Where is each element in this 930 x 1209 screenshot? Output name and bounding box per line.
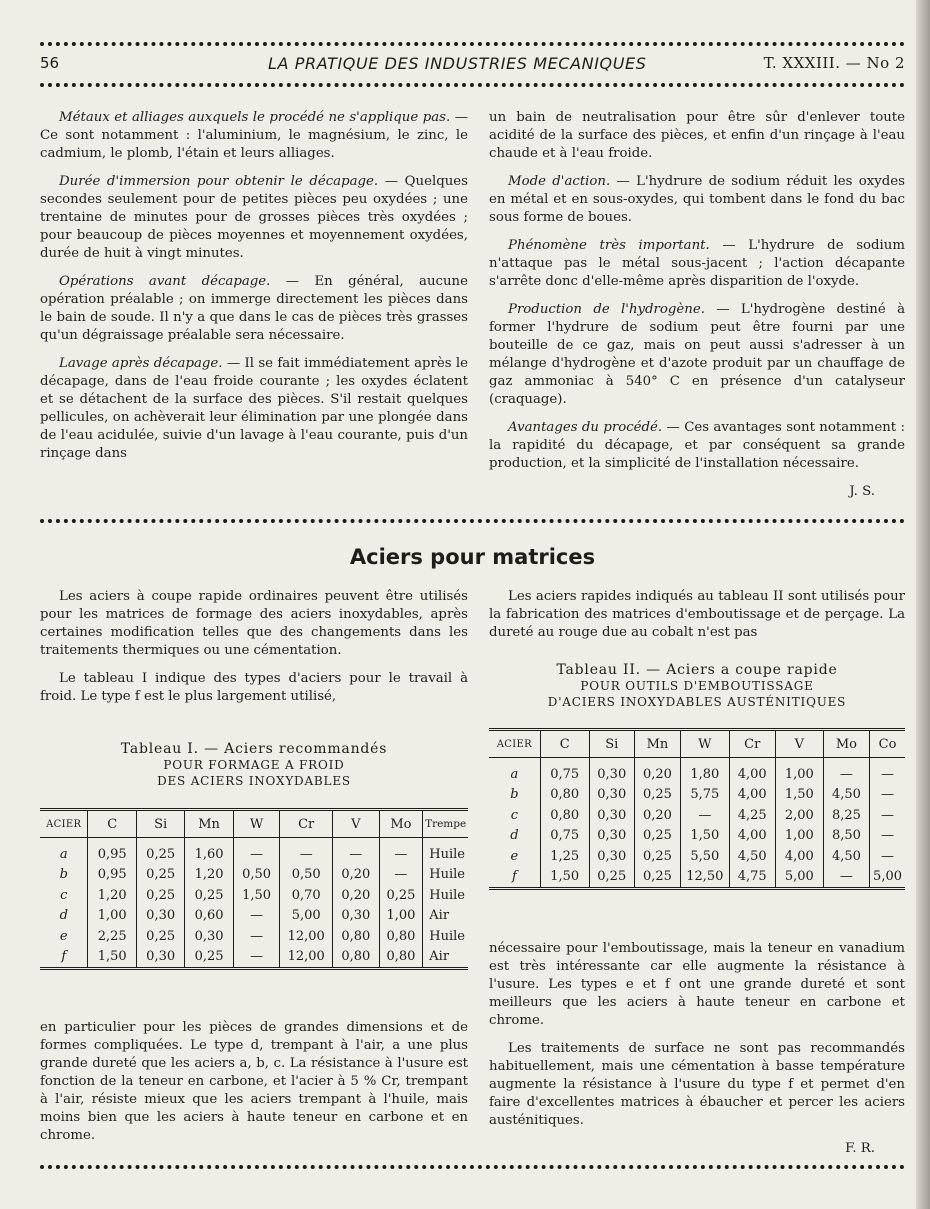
table-cell: 0,25: [136, 926, 184, 947]
column-header: W: [681, 730, 730, 758]
paragraph-text: — En général, aucune opération préalable ; on immerge directement les pièces dans le bain de soude. Il n'y a que dans le cas de pièces très grasses qu'un dégraissage préalable sera nécessaire.: [40, 274, 468, 343]
paragraph-text: — L'hydrure de sodium réduit les oxydes en métal et en sous-oxydes, qui tombent dans le fond du bac sous forme de boues.: [489, 174, 905, 225]
paragraph-lead: Mode d'action.: [508, 174, 611, 189]
table-cell: —: [870, 785, 905, 806]
table2-caption-title: Tableau II. — Aciers a coupe rapide: [556, 662, 838, 678]
table-cell: 0,25: [136, 838, 184, 865]
paragraph-lead: Métaux et alliages auxquels le procédé ne s'applique pas.: [59, 110, 451, 125]
table-row: [489, 805, 905, 826]
table-cell: 4,00: [775, 846, 823, 867]
column-header: Mo: [379, 810, 423, 838]
table-cell: Air: [423, 906, 468, 927]
table-cell: 2,00: [775, 805, 823, 826]
table-cell: —: [280, 838, 333, 865]
table-header-row: [489, 730, 905, 758]
table-cell: 0,25: [136, 865, 184, 886]
table-cell: 12,00: [280, 926, 333, 947]
paragraph: Les aciers à coupe rapide ordinaires peuvent être utilisés pour les matrices de formage des aciers inoxydables, après certaines modification telles que des changements dans les traitements thermiques ou une cémentation.: [40, 589, 468, 658]
table-cell: 4,00: [729, 826, 775, 847]
article1-left-column: [40, 109, 468, 473]
column-header: ACIER: [46, 818, 82, 830]
table-cell: 0,80: [379, 947, 423, 969]
table-cell: 0,25: [589, 867, 634, 889]
paragraph-continued: un bain de neutralisation pour être sûr d'enlever toute acidité de la surface des pièces, et enfin d'un rinçage à l'eau chaude et à l'eau froide.: [489, 110, 905, 161]
table-cell: 1,00: [775, 826, 823, 847]
top-dotted-rule: [40, 42, 905, 46]
table-cell: 0,30: [185, 926, 233, 947]
article2-signature: F. R.: [845, 1141, 875, 1156]
article2-left-top: [40, 588, 468, 716]
table-cell: 1,50: [233, 885, 280, 906]
table-cell: 1,00: [775, 758, 823, 785]
table2-caption: [489, 662, 905, 710]
column-header: Cr: [729, 730, 775, 758]
table-cell: f: [40, 947, 88, 969]
paragraph: Le tableau I indique des types d'aciers pour le travail à froid. Le type f est le plus largement utilisé,: [40, 671, 468, 704]
table-cell: 0,50: [233, 865, 280, 886]
table2: [489, 728, 905, 890]
table-cell: 0,25: [185, 947, 233, 969]
table-cell: 1,00: [88, 906, 136, 927]
table1-caption-line: DES ACIERS INOXYDABLES: [157, 774, 351, 788]
table-row: [40, 926, 468, 947]
table-cell: 0,25: [136, 885, 184, 906]
table-cell: 0,20: [333, 865, 380, 886]
journal-title: LA PRATIQUE DES INDUSTRIES MECANIQUES: [268, 54, 647, 73]
table-cell: 4,50: [729, 846, 775, 867]
running-header: [40, 54, 905, 78]
article2-title: Aciers pour matrices: [349, 545, 596, 569]
paragraph-text: — L'hydrogène destiné à former l'hydrure de sodium peut être fourni par une bouteille de ce gaz, mais on peut aussi s'adresser à un mélange d'hydrogène et d'azote produit par un chauffage de gaz ammoniac à 540° C en présence d'un catalyseur (craquage).: [489, 302, 905, 407]
paragraph-text: — Quelques secondes seulement pour de petites pièces peu oxydées ; une trentaine de minutes pour de grosses pièces très oxydées ; pour beaucoup de pièces moyennes et moyennement oxydées, durée de huit à vingt minutes.: [40, 174, 468, 261]
table-cell: 1,50: [540, 867, 589, 889]
table-cell: 0,75: [540, 758, 589, 785]
table-cell: 1,00: [379, 906, 423, 927]
column-header: Mn: [185, 810, 233, 838]
table-row: [40, 906, 468, 927]
table-cell: 0,95: [88, 838, 136, 865]
paragraph-text: — L'hydrure de sodium n'attaque pas le métal sous-jacent ; l'action décapante s'arrête donc d'elle-même après disparition de l'oxyde.: [489, 238, 905, 289]
table-cell: 0,30: [589, 826, 634, 847]
table-cell: 5,75: [681, 785, 730, 806]
table-cell: 0,95: [88, 865, 136, 886]
table-cell: —: [870, 805, 905, 826]
table-cell: d: [59, 908, 68, 924]
table-cell: 12,50: [681, 867, 730, 889]
table-cell: 0,30: [589, 758, 634, 785]
table-cell: e: [59, 928, 68, 944]
header-dotted-rule: [40, 83, 905, 87]
table-header-row: [40, 810, 468, 838]
column-header: Co: [870, 730, 905, 758]
column-header: Mo: [823, 730, 869, 758]
table-row: [40, 885, 468, 906]
paragraph-lead: Lavage après décapage.: [59, 356, 223, 371]
table-cell: 0,25: [185, 885, 233, 906]
column-header: Trempe: [423, 810, 468, 838]
table-cell: 1,80: [681, 758, 730, 785]
paragraph: Les aciers rapides indiqués au tableau II sont utilisés pour la fabrication des matrices d'emboutissage et de perçage. La dureté au rouge due au cobalt n'est pas: [489, 589, 905, 640]
table-cell: 0,25: [634, 867, 680, 889]
table-cell: 5,00: [775, 867, 823, 889]
table-cell: 0,30: [136, 906, 184, 927]
table-cell: 5,00: [280, 906, 333, 927]
table-cell: 0,80: [540, 805, 589, 826]
table-cell: 0,20: [333, 885, 380, 906]
table-cell: 0,25: [379, 885, 423, 906]
table-cell: f: [489, 867, 540, 889]
table-row: [489, 867, 905, 889]
table-cell: —: [233, 838, 280, 865]
table-cell: —: [823, 867, 869, 889]
table-cell: —: [870, 826, 905, 847]
table-cell: 8,50: [823, 826, 869, 847]
table-cell: 5,00: [870, 867, 905, 889]
bottom-dotted-rule: [40, 1165, 905, 1169]
table-cell: Huile: [423, 885, 468, 906]
table-cell: 0,80: [540, 785, 589, 806]
paragraph: [489, 173, 905, 227]
column-header: V: [775, 730, 823, 758]
table-row: [40, 838, 468, 865]
table-cell: 0,80: [333, 926, 380, 947]
article2-left-bottom: [40, 1019, 468, 1155]
table-cell: 0,25: [634, 846, 680, 867]
column-header: W: [233, 810, 280, 838]
table-cell: Air: [423, 947, 468, 969]
column-header: Cr: [280, 810, 333, 838]
table2-caption-line: D'ACIERS INOXYDABLES AUSTÉNITIQUES: [547, 695, 847, 709]
table-cell: Huile: [423, 865, 468, 886]
table-cell: 5,50: [681, 846, 730, 867]
paragraph-lead: Opérations avant décapage.: [59, 274, 271, 289]
table2-caption-line: POUR OUTILS D'EMBOUTISSAGE: [580, 679, 814, 693]
table-cell: 4,50: [823, 785, 869, 806]
article1-right-column: [489, 109, 905, 501]
table-cell: 0,30: [136, 947, 184, 969]
table-cell: 4,50: [823, 846, 869, 867]
table-cell: b: [59, 867, 68, 883]
table-cell: 1,50: [775, 785, 823, 806]
table-cell: 0,70: [280, 885, 333, 906]
article1-signature: J. S.: [849, 484, 875, 499]
table-cell: 0,20: [634, 805, 680, 826]
table-cell: 12,00: [280, 947, 333, 969]
volume-issue: T. XXXIII. — No 2: [763, 54, 905, 72]
table-cell: d: [510, 828, 519, 844]
table-cell: —: [870, 758, 905, 785]
table-cell: 0,25: [634, 785, 680, 806]
column-header: ACIER: [496, 738, 532, 750]
table-cell: —: [233, 906, 280, 927]
table-cell: 0,50: [280, 865, 333, 886]
section-dotted-rule: [40, 519, 905, 523]
table-cell: 1,50: [88, 947, 136, 969]
table-cell: —: [233, 926, 280, 947]
table-row: [489, 846, 905, 867]
paragraph-text: — Ce sont notamment : l'aluminium, le magnésium, le zinc, le cadmium, le plomb, l'étain et leurs alliages.: [40, 110, 468, 161]
table-row: [489, 758, 905, 785]
column-header: Mn: [634, 730, 680, 758]
table-cell: 4,25: [729, 805, 775, 826]
table-cell: —: [823, 758, 869, 785]
table-cell: Huile: [423, 838, 468, 865]
column-header: Si: [589, 730, 634, 758]
table-cell: 1,20: [88, 885, 136, 906]
table-cell: e: [510, 848, 519, 864]
table1-caption: [40, 741, 468, 789]
paragraph-text: — Il se fait immédiatement après le décapage, dans de l'eau froide courante ; les oxydes éclatent et se détachent de la surface des pièces. S'il restait quelques pellicules, on achèverait leur élimination par une plongée dans de l'eau acidulée, suivie d'un lavage à l'eau courante, puis d'un rinçage dans: [40, 356, 469, 461]
paragraph: [40, 173, 468, 263]
paragraph-lead: Avantages du procédé.: [508, 420, 663, 435]
table-cell: 1,60: [185, 838, 233, 865]
table-cell: 0,30: [589, 846, 634, 867]
table-cell: 2,25: [88, 926, 136, 947]
table-row: [40, 865, 468, 886]
table-cell: 8,25: [823, 805, 869, 826]
table-cell: 4,00: [729, 785, 775, 806]
table-cell: 4,00: [729, 758, 775, 785]
table-cell: —: [870, 846, 905, 867]
column-header: V: [333, 810, 380, 838]
table-cell: a: [510, 766, 519, 782]
table-cell: c: [510, 807, 518, 823]
table-cell: 0,80: [333, 947, 380, 969]
table1-caption-line: POUR FORMAGE A FROID: [163, 758, 345, 772]
column-header: C: [540, 730, 589, 758]
table-cell: 0,30: [333, 906, 380, 927]
table-cell: —: [379, 865, 423, 886]
table-cell: —: [233, 947, 280, 969]
table-row: [40, 947, 468, 969]
table-row: [489, 826, 905, 847]
table1-caption-title: Tableau I. — Aciers recommandés: [120, 741, 388, 757]
paragraph: [40, 273, 468, 345]
table-cell: 1,50: [681, 826, 730, 847]
paragraph: [40, 355, 468, 463]
table-row: [489, 785, 905, 806]
paragraph: [489, 237, 905, 291]
table-cell: 0,75: [540, 826, 589, 847]
page-binding-edge: [916, 0, 930, 1209]
table-cell: 0,25: [634, 826, 680, 847]
table-cell: 0,80: [379, 926, 423, 947]
paragraph-lead: Production de l'hydrogène.: [508, 302, 705, 317]
paragraph-lead: Durée d'immersion pour obtenir le décapage.: [59, 174, 379, 189]
paragraph-lead: Phénomène très important.: [508, 238, 710, 253]
paragraph: Les traitements de surface ne sont pas recommandés habituellement, mais une cémentation à basse température augmente la résistance à l'usure du type f et permet d'en faire d'excellentes matrices à ébaucher et percer les aciers austénitiques.: [489, 1041, 905, 1128]
table-cell: —: [379, 838, 423, 865]
article2-right-top: [489, 588, 905, 652]
table-cell: 0,20: [634, 758, 680, 785]
paragraph: [489, 419, 905, 473]
table-cell: 1,20: [185, 865, 233, 886]
table-cell: 0,30: [589, 785, 634, 806]
column-header: C: [88, 810, 136, 838]
table-cell: 1,25: [540, 846, 589, 867]
paragraph: nécessaire pour l'emboutissage, mais la teneur en vanadium est très intéressante car elle augmente la résistance à l'usure. Les types e et f ont une grande dureté et sont meilleurs que les aciers à haute teneur en carbone et chrome.: [489, 941, 905, 1028]
column-header: Si: [136, 810, 184, 838]
table-cell: 4,75: [729, 867, 775, 889]
paragraph: en particulier pour les pièces de grandes dimensions et de formes compliquées. Le type d, trempant à l'air, a une plus grande dureté que les aciers a, b, c. La résistance à l'usure est fonction de la teneur en carbone, et l'acier à 5 % Cr, trempant à l'air, résiste mieux que les aciers trempant à l'huile, mais moins bien que les aciers à haute teneur en carbone et en chrome.: [40, 1020, 468, 1143]
table-cell: —: [333, 838, 380, 865]
article2-right-bottom: [489, 940, 905, 1158]
paragraph: [489, 301, 905, 409]
table-cell: 0,60: [185, 906, 233, 927]
table-cell: c: [60, 887, 68, 903]
table-cell: b: [510, 787, 519, 803]
table-cell: a: [59, 846, 68, 862]
table-cell: 0,30: [589, 805, 634, 826]
table1: [40, 808, 468, 970]
page-number: 56: [40, 54, 60, 72]
table-cell: Huile: [423, 926, 468, 947]
paragraph-text: — Ces avantages sont notamment : la rapidité du décapage, et par conséquent sa grande production, et la simplicité de l'installation nécessaire.: [489, 420, 905, 471]
table-cell: —: [681, 805, 730, 826]
paragraph: [40, 109, 468, 163]
